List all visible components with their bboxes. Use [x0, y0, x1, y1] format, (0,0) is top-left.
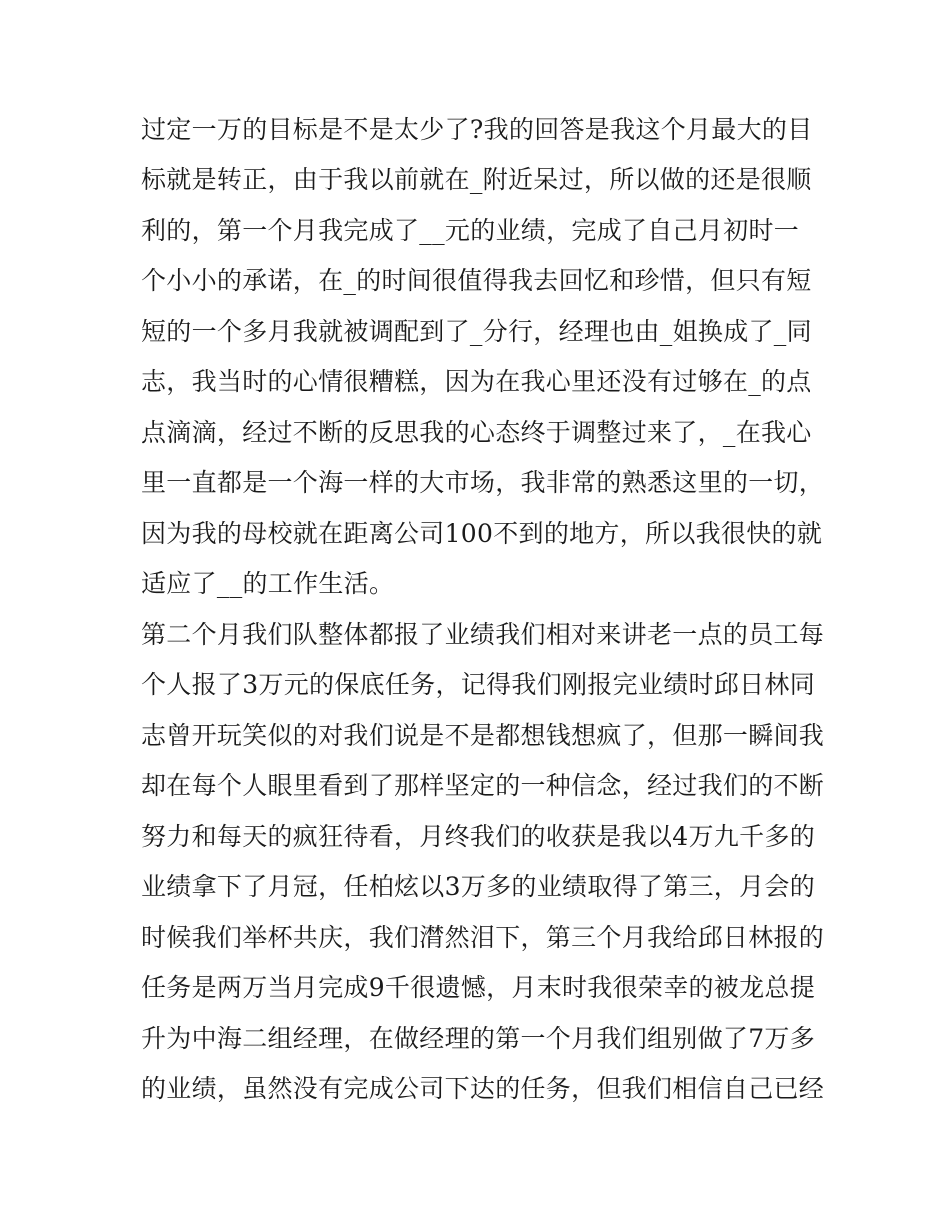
text-line: 个小小的承诺，在_的时间很值得我去回忆和珍惜，但只有短: [141, 266, 812, 295]
text-line: 利的，第一个月我完成了__元的业绩，完成了自己月初时一: [141, 216, 800, 245]
text-line: 却在每个人眼里看到了那样坚定的一种信念，经过我们的不断: [141, 771, 825, 800]
text-line: 个人报了3万元的保底任务，记得我们刚报完业绩时邱日林同: [141, 670, 816, 699]
text-line: 时候我们举杯共庆，我们潸然泪下，第三个月我给邱日林报的: [141, 923, 825, 952]
text-line: 任务是两万当月完成9千很遗憾，月末时我很荣幸的被龙总提: [141, 973, 816, 1002]
text-line: 里一直都是一个海一样的大市场，我非常的熟悉这里的一切，: [141, 468, 825, 497]
text-line: 标就是转正，由于我以前就在_附近呆过，所以做的还是很顺: [141, 165, 812, 194]
text-line: 适应了__的工作生活。: [141, 569, 395, 598]
text-line: 的业绩，虽然没有完成公司下达的任务，但我们相信自己已经: [141, 1074, 825, 1103]
text-line: 志，我当时的心情很糟糕，因为在我心里还没有过够在_的点: [141, 367, 812, 396]
text-line: 升为中海二组经理，在做经理的第一个月我们组别做了7万多: [141, 1024, 816, 1053]
text-line: 短的一个多月我就被调配到了_分行，经理也由_姐换成了_同: [141, 317, 812, 346]
text-line: 过定一万的目标是不是太少了?我的回答是我这个月最大的目: [141, 115, 813, 144]
text-line: 因为我的母校就在距离公司100不到的地方，所以我很快的就: [141, 519, 823, 548]
text-line: 努力和每天的疯狂待看，月终我们的收获是我以4万九千多的: [141, 822, 816, 851]
text-line: 志曾开玩笑似的对我们说是不是都想钱想疯了，但那一瞬间我: [141, 721, 825, 750]
text-line: 第二个月我们队整体都报了业绩我们相对来讲老一点的员工每: [141, 620, 825, 649]
text-line: 点滴滴，经过不断的反思我的心态终于调整过来了，_在我心: [141, 418, 812, 447]
text-line: 业绩拿下了月冠，任柏炫以3万多的业绩取得了第三，月会的: [141, 872, 816, 901]
